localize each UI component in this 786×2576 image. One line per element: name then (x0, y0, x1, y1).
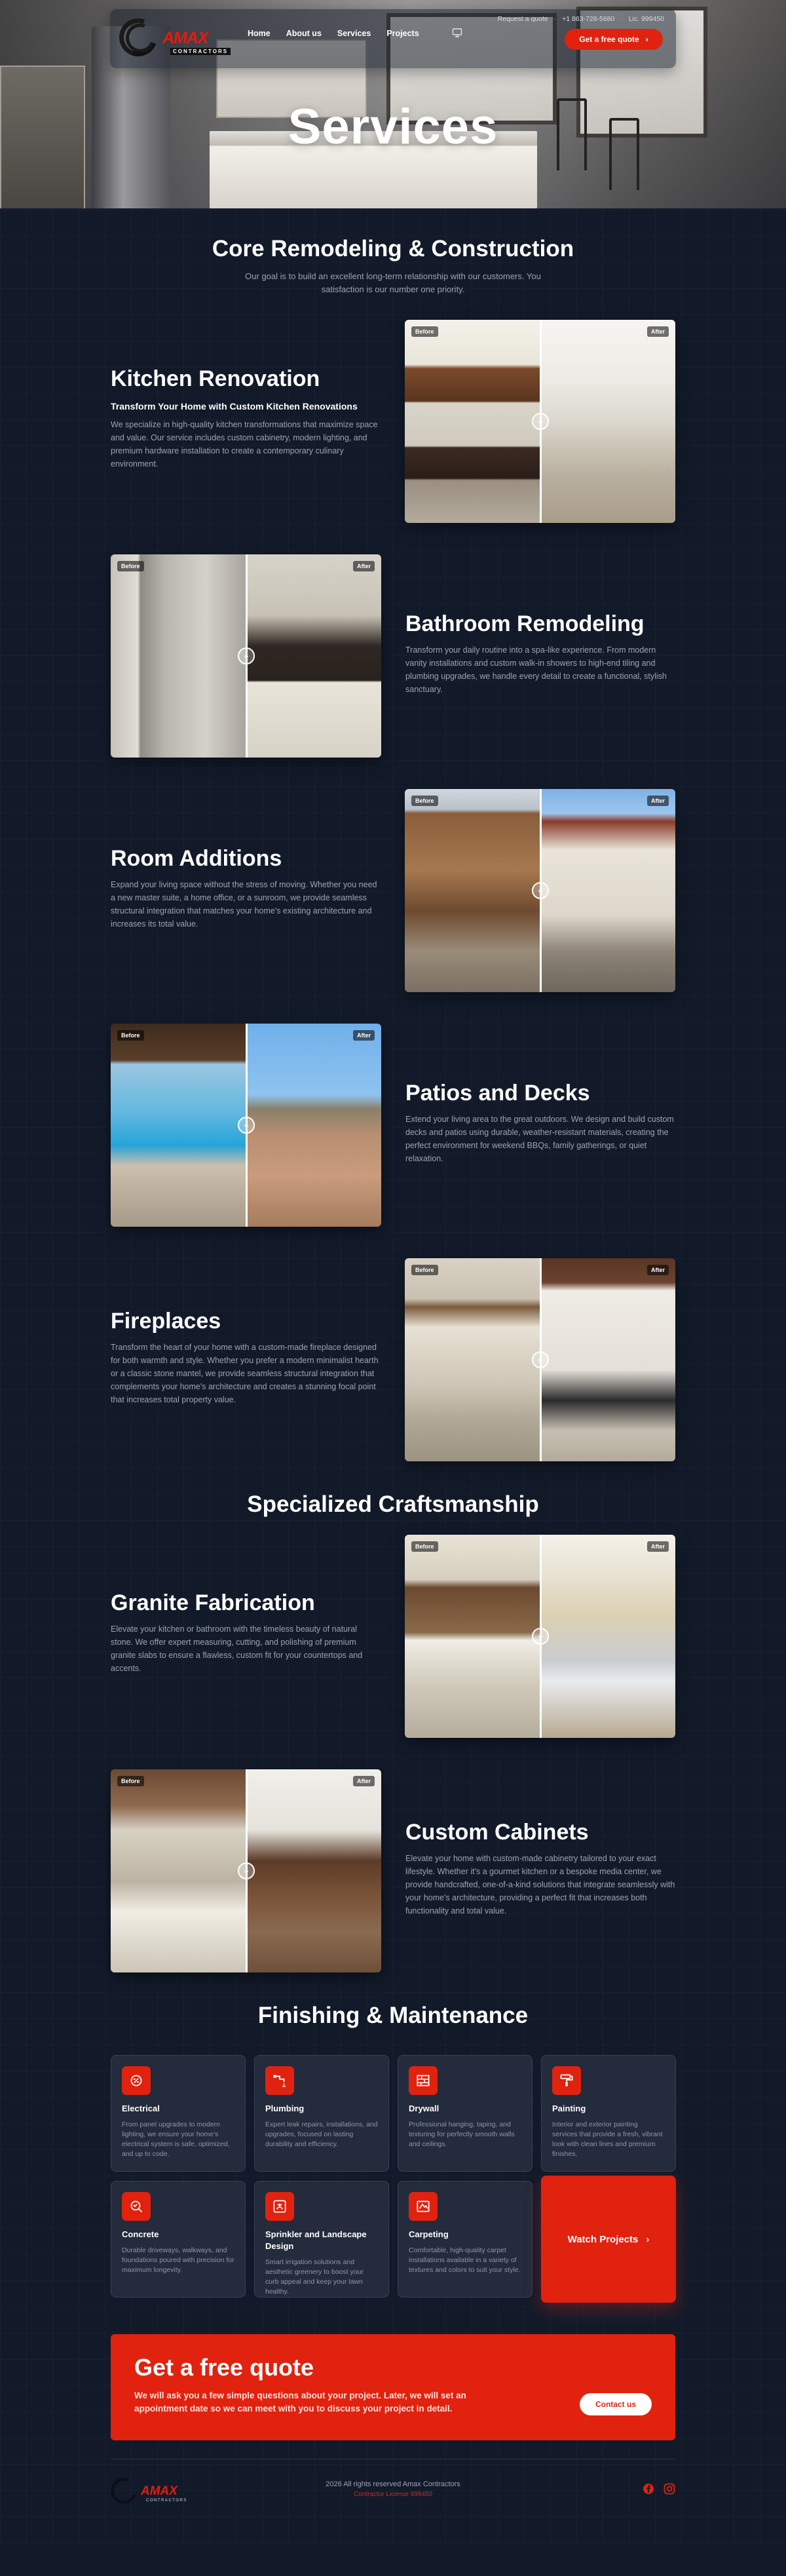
service-text (111, 1308, 381, 1406)
before-after-slider[interactable] (111, 1769, 381, 1972)
card-title: Sprinkler and Landscape Design (265, 2229, 367, 2251)
contractor-license: Contractor License 999450 (353, 2491, 433, 2498)
footer (111, 2459, 675, 2518)
logo-wordmark: AMAX (162, 29, 208, 47)
card-description: Interior and exterior painting services that provide a fresh, vibrant look with clean lines and premium finishes. (552, 2121, 663, 2158)
get-free-quote-button[interactable] (565, 29, 663, 50)
main-nav (248, 29, 419, 38)
card-title: Painting (552, 2104, 586, 2113)
after-image (540, 789, 676, 992)
service-room-additions (111, 789, 675, 992)
quote-button-label: Get a free quote (579, 35, 639, 44)
service-card-plumbing[interactable] (254, 2055, 389, 2172)
contact-us-button[interactable]: Contact us (580, 2393, 652, 2415)
card-description: From panel upgrades to modern lighting, we ensure your home's electrical system is safe, optimized, and up to code. (122, 2121, 230, 2158)
slider-handle-icon[interactable]: ‹ › (238, 1862, 255, 1879)
separator: · (620, 15, 623, 23)
before-label: Before (411, 1541, 438, 1552)
page-bottom-spacer (0, 2518, 786, 2544)
cta-text: We will ask you a few simple questions about your project. Later, we will set an appointment date so we can meet with you to discuss your project in detail. (134, 2391, 466, 2413)
slider-handle-icon[interactable]: ‹ › (532, 1351, 549, 1368)
electrical-icon (122, 2066, 151, 2095)
request-quote-line (498, 15, 664, 23)
service-title: Kitchen Renovation (111, 366, 320, 391)
before-label: Before (411, 326, 438, 337)
page-title: Services (288, 99, 498, 155)
copyright: 2026 All rights reserved Amax Contractors (326, 2480, 460, 2488)
after-image (246, 1024, 382, 1227)
card-description: Expert leak repairs, installations, and upgrades, focused on lasting durability and efficiency. (265, 2121, 378, 2148)
service-card-sprinkler[interactable] (254, 2181, 389, 2297)
before-after-slider[interactable] (405, 1258, 675, 1461)
social-links (643, 2483, 675, 2495)
after-label: After (353, 1030, 375, 1041)
separator: · (553, 15, 557, 23)
slider-handle-icon[interactable]: ‹ › (238, 1117, 255, 1134)
cta-title: Get a free quote (134, 2354, 314, 2381)
before-after-slider[interactable] (405, 320, 675, 523)
sprinkler-icon (265, 2192, 294, 2221)
after-label: After (647, 326, 669, 337)
service-title: Fireplaces (111, 1309, 221, 1334)
service-text (405, 1819, 675, 1917)
nav-about-us[interactable]: About us (286, 29, 322, 38)
section-title-finishing: Finishing & Maintenance (257, 2003, 529, 2028)
before-image (111, 1024, 246, 1227)
after-label: After (353, 1776, 375, 1786)
nav-projects[interactable]: Projects (386, 29, 419, 38)
service-title: Granite Fabrication (111, 1590, 315, 1615)
before-image (111, 1769, 246, 1972)
service-card-carpeting[interactable] (398, 2181, 533, 2297)
license-number: Lic. 999450 (628, 15, 664, 23)
service-text (405, 611, 675, 696)
before-label: Before (411, 796, 438, 806)
carpet-icon (409, 2192, 438, 2221)
service-patios-decks (111, 1024, 675, 1227)
service-title: Patios and Decks (405, 1081, 590, 1105)
slider-handle-icon[interactable]: ‹ › (532, 882, 549, 899)
nav-services[interactable]: Services (337, 29, 371, 38)
chevron-right-icon: › (645, 35, 648, 44)
intro-text: Our goal is to build an excellent long-term relationship with our customers. You satisfaction is our number one priority. (245, 271, 541, 294)
service-description: Elevate your home with custom-made cabinetry tailored to your exact lifestyle. Whether it's a gourmet kitchen or a bespoke media center, we provide handcrafted, one-of-a-kind solutions that integrate seamlessly with your home's architecture, providing a perfect fit that increases both functionality and total value. (405, 1854, 675, 1915)
card-title: Carpeting (409, 2229, 449, 2239)
after-image (246, 554, 382, 758)
logo-subtitle: CONTRACTORS (170, 48, 231, 55)
service-text (405, 1080, 675, 1165)
service-text (111, 845, 381, 931)
after-label: After (647, 796, 669, 806)
service-card-painting[interactable] (541, 2055, 676, 2172)
card-description: Durable driveways, walkways, and foundations poured with precision for maximum longevity. (122, 2246, 234, 2274)
card-description: Comfortable, high-quality carpet installations available in a variety of textures and colors to suit your style. (409, 2246, 521, 2274)
after-label: After (647, 1265, 669, 1275)
service-custom-cabinets (111, 1769, 675, 1972)
instagram-icon[interactable] (664, 2483, 675, 2495)
finishing-services-grid (111, 2055, 675, 2303)
after-label: After (647, 1541, 669, 1552)
hero (0, 0, 786, 208)
service-description: Transform your daily routine into a spa-like experience. From modern vanity installations and custom walk-in showers to high-end tiling and plumbing upgrades, we handle every detail to create a functional, stylish sanctuary. (405, 645, 667, 694)
card-title: Electrical (122, 2104, 160, 2113)
after-label: After (353, 561, 375, 571)
before-image (405, 1258, 540, 1461)
service-bathroom (111, 554, 675, 758)
before-image (111, 554, 246, 758)
before-label: Before (117, 561, 144, 571)
service-description: Extend your living area to the great outdoors. We design and build custom decks and patios using durable, weather-resistant materials, creating the perfect environment for weekend BBQs, family gatherings, or quiet relaxation. (405, 1115, 674, 1163)
site-logo[interactable] (119, 16, 229, 62)
service-granite (111, 1535, 675, 1738)
before-after-slider[interactable] (111, 554, 381, 758)
service-card-concrete[interactable] (111, 2181, 246, 2297)
section-title-specialized: Specialized Craftsmanship (247, 1491, 539, 1517)
before-image (405, 1535, 540, 1738)
after-image (540, 320, 676, 523)
service-description: Expand your living space without the stress of moving. Whether you need a new master suite, a home office, or a sunroom, we provide seamless structural integration that matches your home's existing architecture and increases its total value. (111, 880, 377, 929)
service-description: Elevate your kitchen or bathroom with the timeless beauty of natural stone. We offer expert measuring, cutting, and polishing of premium granite slabs to ensure a flawless, custom fit for your countertops and accents. (111, 1624, 363, 1673)
top-navigation (110, 9, 676, 68)
slider-handle-icon[interactable]: ‹ › (532, 1628, 549, 1645)
before-after-slider[interactable] (405, 1535, 675, 1738)
slider-handle-icon[interactable]: ‹ › (238, 647, 255, 664)
card-description: Smart irrigation solutions and aesthetic greenery to boost your curb appeal and keep your lawn healthy. (265, 2258, 364, 2296)
service-text (111, 366, 381, 471)
facebook-icon[interactable] (643, 2483, 654, 2495)
after-image (540, 1258, 676, 1461)
chevron-right-icon: › (646, 2233, 650, 2245)
free-quote-banner (111, 2334, 675, 2440)
paint-roller-icon (552, 2066, 581, 2095)
plumbing-icon (265, 2066, 294, 2095)
service-description: We specialize in high-quality kitchen transformations that maximize space and value. Our service includes custom cabinetry, modern lighting, and premium hardware installation to create a contemporary culinary environment. (111, 420, 378, 469)
service-title: Bathroom Remodeling (405, 611, 645, 636)
before-after-slider[interactable] (111, 1024, 381, 1227)
nav-home[interactable]: Home (248, 29, 271, 38)
service-title: Room Additions (111, 846, 282, 871)
drywall-icon (409, 2066, 438, 2095)
card-title: Plumbing (265, 2104, 305, 2113)
after-image (540, 1535, 676, 1738)
before-label: Before (117, 1776, 144, 1786)
watch-projects-button[interactable] (541, 2176, 676, 2303)
logo-wordmark: AMAX (141, 2484, 178, 2498)
service-text (111, 1590, 381, 1675)
watch-projects-label: Watch Projects (567, 2233, 639, 2245)
before-image (405, 789, 540, 992)
service-fireplaces (111, 1258, 675, 1461)
after-image (246, 1769, 382, 1972)
service-card-electrical[interactable] (111, 2055, 246, 2172)
service-kitchen (111, 320, 675, 523)
service-card-drywall[interactable] (398, 2055, 533, 2172)
service-description: Transform the heart of your home with a custom-made fireplace designed for both warmth and style. Whether you prefer a modern minimalist hearth or a classic stone mantel, we provide seamless structural integration that complements your home's architecture and creates a stunning focal point that increases total property value. (111, 1343, 379, 1404)
slider-handle-icon[interactable]: ‹ › (532, 413, 549, 430)
before-label: Before (117, 1030, 144, 1041)
monitor-icon[interactable] (452, 28, 462, 38)
card-title: Drywall (409, 2104, 440, 2113)
request-label: Request a quote (497, 15, 548, 23)
concrete-icon (122, 2192, 151, 2221)
card-title: Concrete (122, 2229, 159, 2239)
section-title-core: Core Remodeling & Construction (212, 236, 574, 261)
card-description: Professional hanging, taping, and texturing for perfectly smooth walls and ceilings. (409, 2121, 515, 2148)
before-image (405, 320, 540, 523)
phone-number[interactable]: +1 863-728-5680 (562, 15, 615, 23)
before-label: Before (411, 1265, 438, 1275)
logo-subtitle: CONTRACTORS (146, 2499, 187, 2503)
before-after-slider[interactable] (405, 789, 675, 992)
service-title: Custom Cabinets (405, 1820, 589, 1845)
service-subtitle: Transform Your Home with Custom Kitchen Renovations (111, 401, 358, 412)
